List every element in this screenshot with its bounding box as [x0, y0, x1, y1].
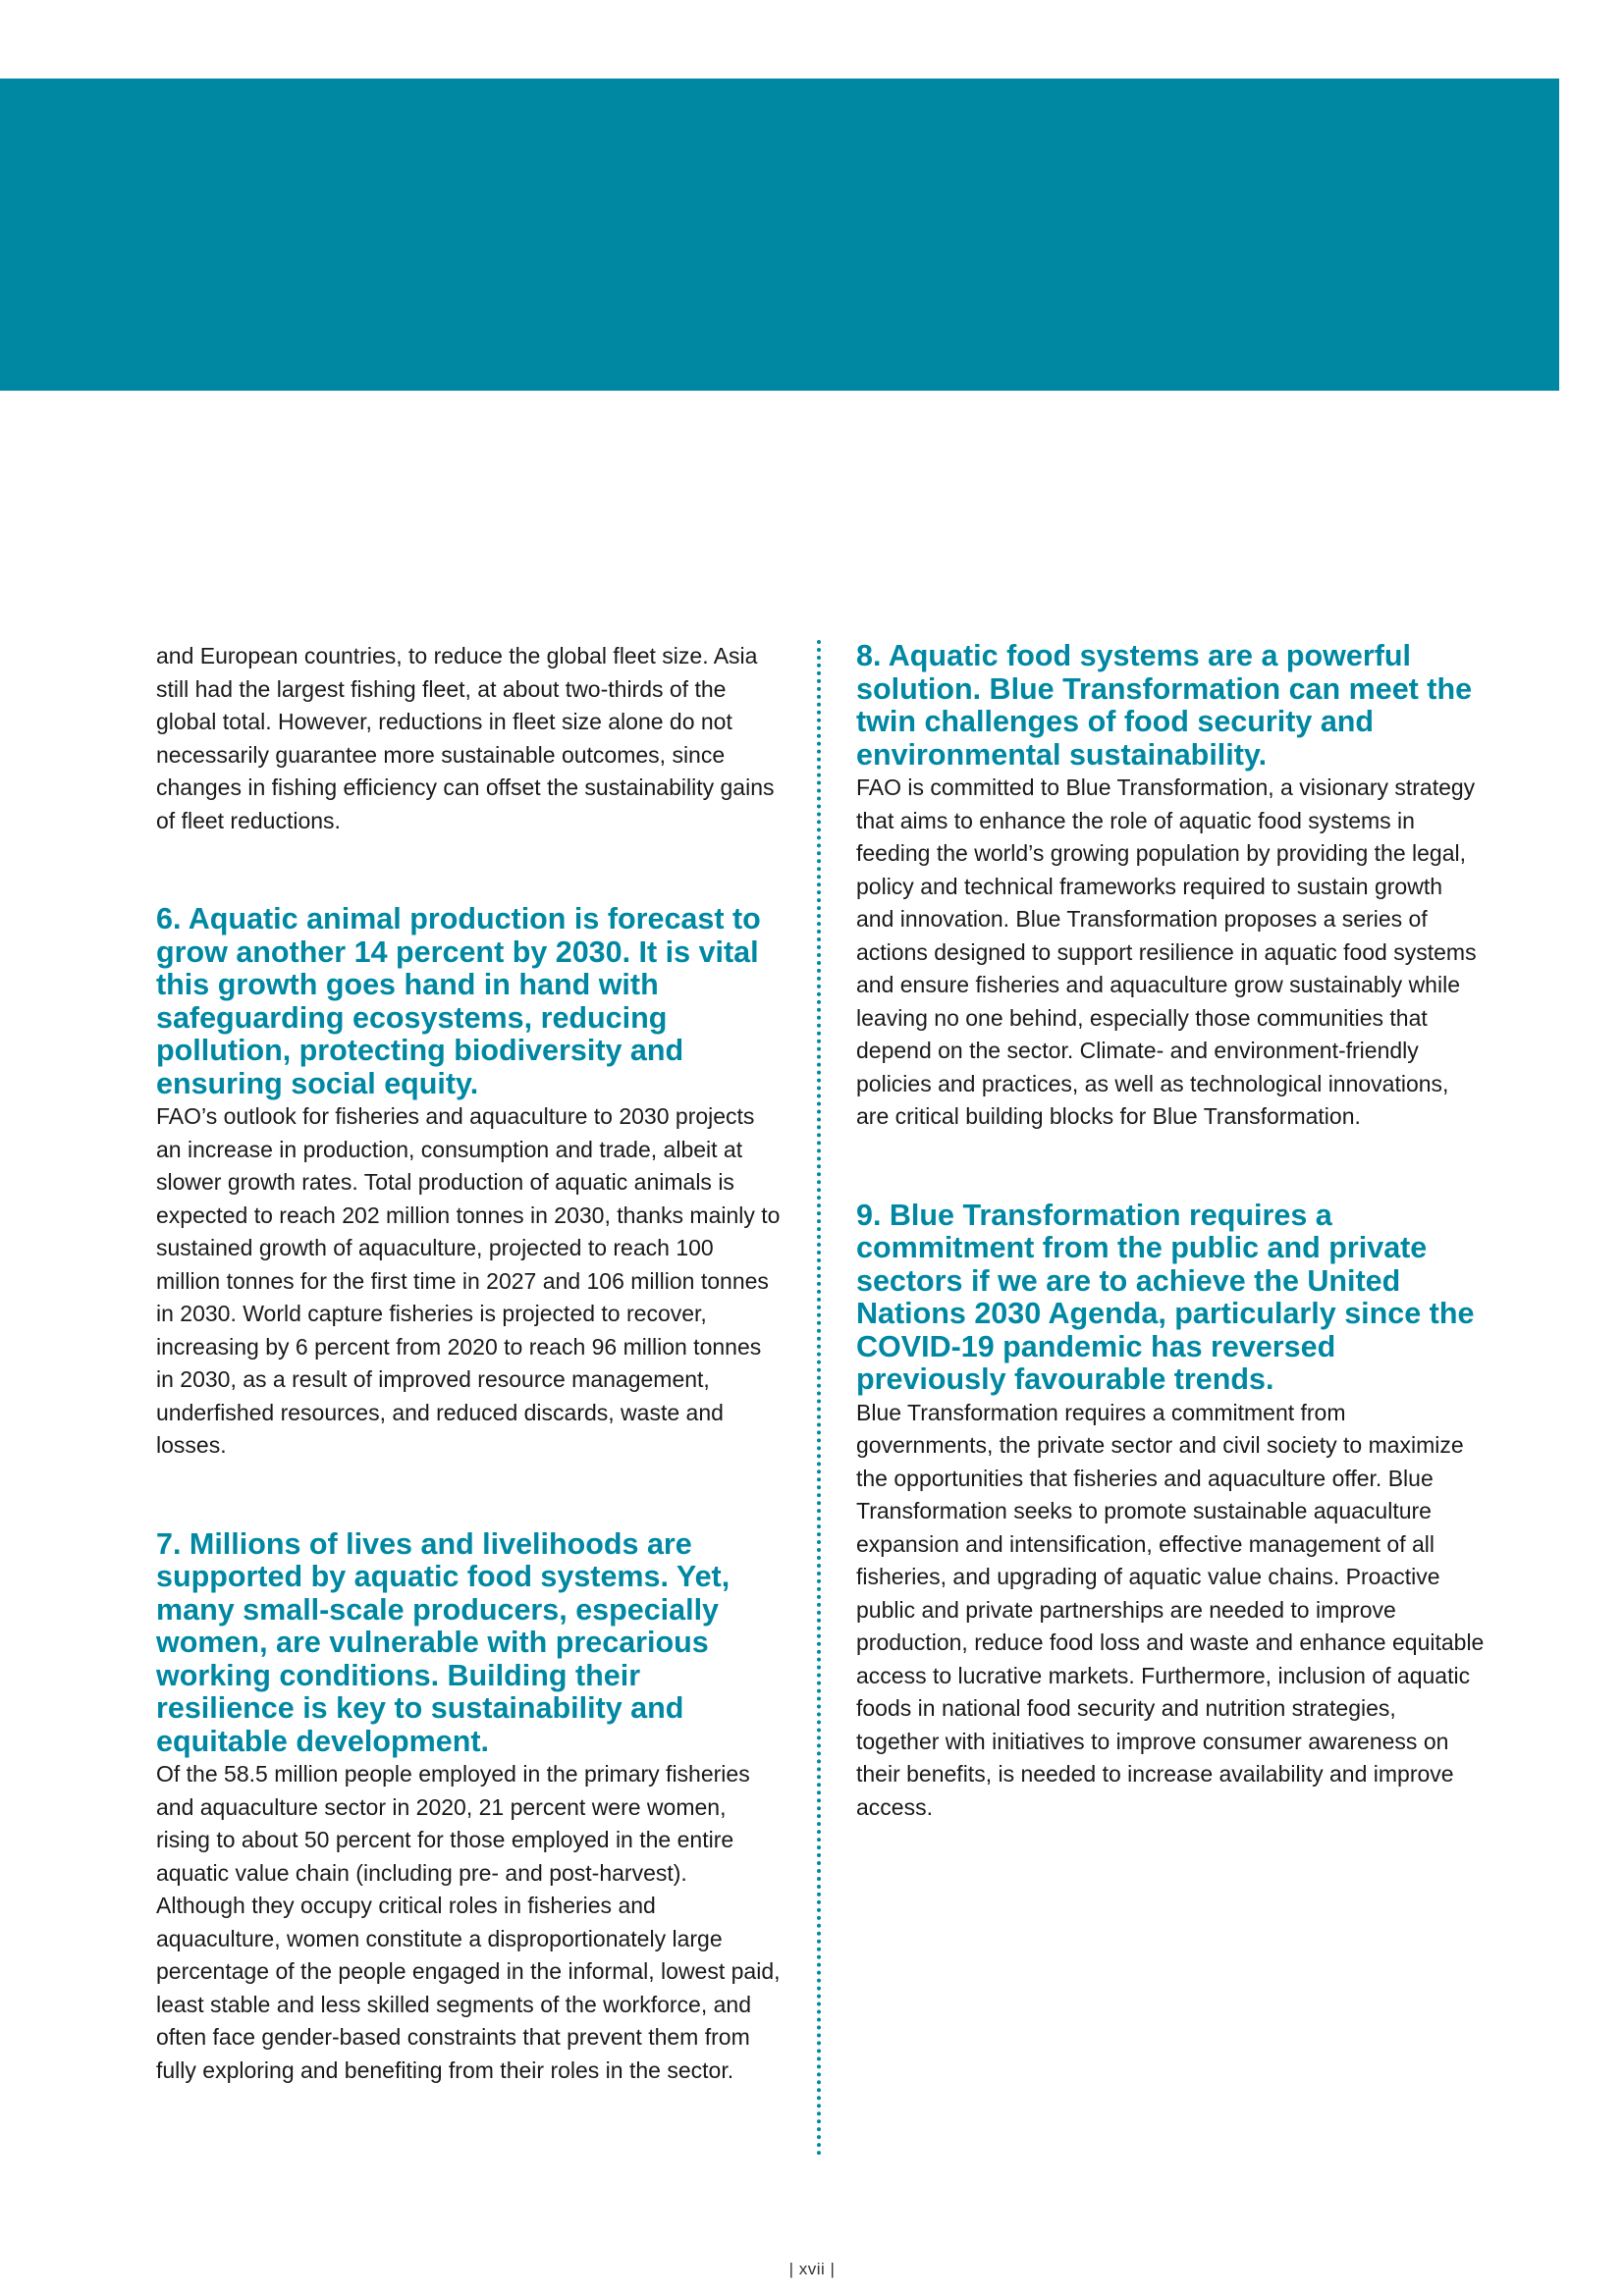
column-divider: [817, 640, 821, 2157]
page-number: | xvii |: [788, 2260, 836, 2278]
section-8-heading: 8. Aquatic food systems are a powerful solution. Blue Transformation can meet the twin challenges of food security and environmental sustainability.: [856, 639, 1473, 772]
right-column: [856, 640, 1485, 1824]
section-6-body: FAO’s outlook for fisheries and aquaculture to 2030 projects an increase in production, consumption and trade, albeit at slower growth rates. Total production of aquatic animals is expected to reach 202 million tonnes in 2030, thanks mainly to sustained growth of aquaculture, projected to reach 100 million tonnes for the first time in 2027 and 106 million tonnes in 2030. World capture fisheries is projected to recover, increasing by 6 percent from 2020 to reach 96 million tonnes in 2030, as a result of improved resource management, underfished resources, and reduced discards, waste and losses.: [156, 1103, 781, 1458]
section-7: [156, 1528, 781, 2088]
section-spacer: [156, 837, 781, 903]
section-9: [856, 1200, 1485, 1825]
section-9-heading: 9. Blue Transformation requires a commitment from the public and private sectors if we are to achieve the United Nations 2030 Agenda, particularly since the COVID-19 pandemic has reversed previously favourable trends.: [856, 1198, 1475, 1396]
section-6: [156, 903, 781, 1463]
section-7-body: Of the 58.5 million people employed in the primary fisheries and aquaculture sector in 2020, 21 percent were women, rising to about 50 percent for those employed in the entire aquatic value chain (including pre- and post-harvest). Although they occupy critical roles in fisheries and aquaculture, women constitute a disproportionately large percentage of the people engaged in the informal, lowest paid, least stable and less skilled segments of the workforce, and often face gender-based constraints that prevent them from fully exploring and benefiting from their roles in the sector.: [156, 1761, 781, 2083]
header-banner: [0, 79, 1559, 391]
section-9-body: Blue Transformation requires a commitment from governments, the private sector and civil society to maximize the opportunities that fisheries and aquaculture offer. Blue Transformation seeks to promote sustainable aquaculture expansion and intensification, effective management of all fisheries, and upgrading of aquatic value chains. Proactive public and private partnerships are needed to improve production, reduce food loss and waste and enhance equitable access to lucrative markets. Furthermore, inclusion of aquatic foods in national food security and nutrition strategies, together with initiatives to improve consumer awareness on their benefits, is needed to increase availability and improve access.: [856, 1399, 1485, 1820]
section-spacer: [856, 1134, 1485, 1200]
section-7-heading: 7. Millions of lives and livelihoods are supported by aquatic food systems. Yet, many small-scale producers, especially women, are vulnerable with precarious working conditions. Building their resilience is key to sustainability and equitable development.: [156, 1526, 731, 1758]
left-column: [156, 640, 781, 2087]
section-spacer: [156, 1463, 781, 1528]
section-8: [856, 640, 1485, 1134]
section-6-heading: 6. Aquatic animal production is forecast to grow another 14 percent by 2030. It is vital this growth goes hand in hand with safeguarding ecosystems, reducing pollution, protecting biodiversity and ensuring social equity.: [156, 902, 761, 1100]
section-8-body: FAO is committed to Blue Transformation, a visionary strategy that aims to enhance the role of aquatic food systems in feeding the world’s growing population by providing the legal, policy and technical frameworks required to sustain growth and innovation. Blue Transformation proposes a series of actions designed to support resilience in aquatic food systems and ensure fisheries and aquaculture grow sustainably while leaving no one behind, especially those communities that depend on the sector. Climate- and environment-friendly policies and practices, as well as technological innovations, are critical building blocks for Blue Transformation.: [856, 774, 1477, 1129]
intro-paragraph: and European countries, to reduce the global fleet size. Asia still had the largest fishing fleet, at about two-thirds of the global total. However, reductions in fleet size alone do not necessarily guarantee more sustainable outcomes, since changes in fishing efficiency can offset the sustainability gains of fleet reductions.: [156, 643, 775, 833]
